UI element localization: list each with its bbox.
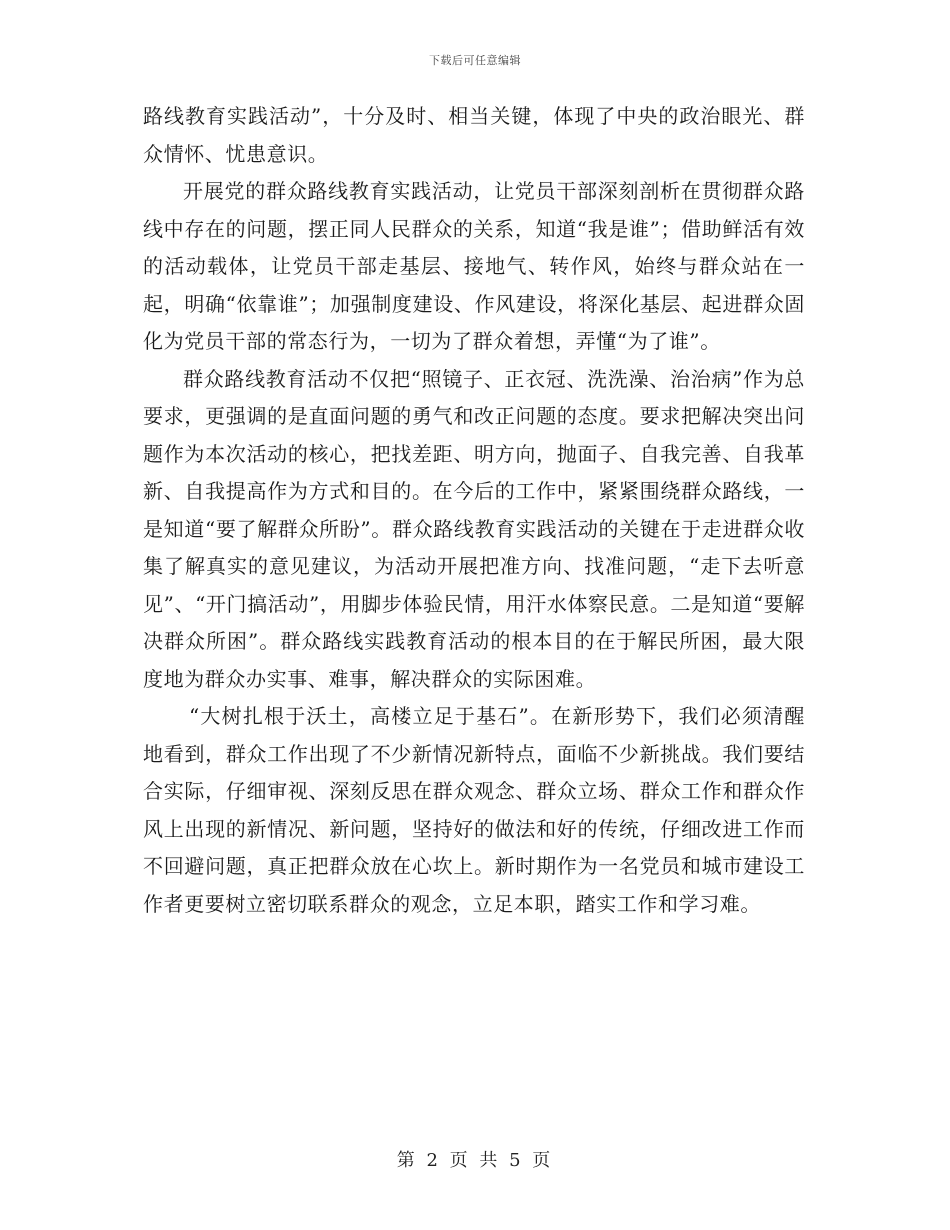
document-body (143, 98, 805, 923)
paragraph: 开展党的群众路线教育实践活动，让党员干部深刻剖析在贯彻群众路线中存在的问题，摆正同人民群众的关系，知道“我是谁”；借助鲜活有效的活动载体，让党员干部走基层、接地气、转作风，始终与群众站在一起，明确“依靠谁”；加强制度建设、作风建设，将深化基层、起进群众固化为党员干部的常态行为，一切为了群众着想，弄懂“为了谁”。 (143, 179, 805, 353)
paragraph: 群众路线教育活动不仅把“照镜子、正衣冠、洗洗澡、治治病”作为总要求，更强调的是直面问题的勇气和改正问题的态度。要求把解决突出问题作为本次活动的核心，把找差距、明方向，抛面子、自我完善、自我革新、自我提高作为方式和目的。在今后的工作中，紧紧围绕群众路线，一是知道“要了解群众所盼”。群众路线教育实践活动的关键在于走进群众收集了解真实的意见建议，为活动开展把准方向、找准问题，“走下去听意见”、“开门搞活动”，用脚步体验民情，用汗水体察民意。二是知道“要解决群众所困”。群众路线实践教育活动的根本目的在于解民所困，最大限度地为群众办实事、难事，解决群众的实际困难。 (143, 366, 805, 691)
page-header: 下载后可任意编辑 (429, 54, 521, 67)
page-number-footer: 第 2 页 共 5 页 (396, 1150, 554, 1171)
paragraph: “大树扎根于沃土，高楼立足于基石”。在新形势下，我们必须清醒地看到，群众工作出现了不少新情况新特点，面临不少新挑战。我们要结合实际，仔细审视、深刻反思在群众观念、群众立场、群众工作和群众作风上出现的新情况、新问题，坚持好的做法和好的传统，仔细改进工作而不回避问题，真正把群众放在心坎上。新时期作为一名党员和城市建设工作者更要树立密切联系群众的观念，立足本职，踏实工作和学习难。 (143, 704, 805, 916)
paragraph-continuation: 路线教育实践活动”，十分及时、相当关键，体现了中央的政治眼光、群众情怀、忧患意识。 (143, 104, 805, 166)
